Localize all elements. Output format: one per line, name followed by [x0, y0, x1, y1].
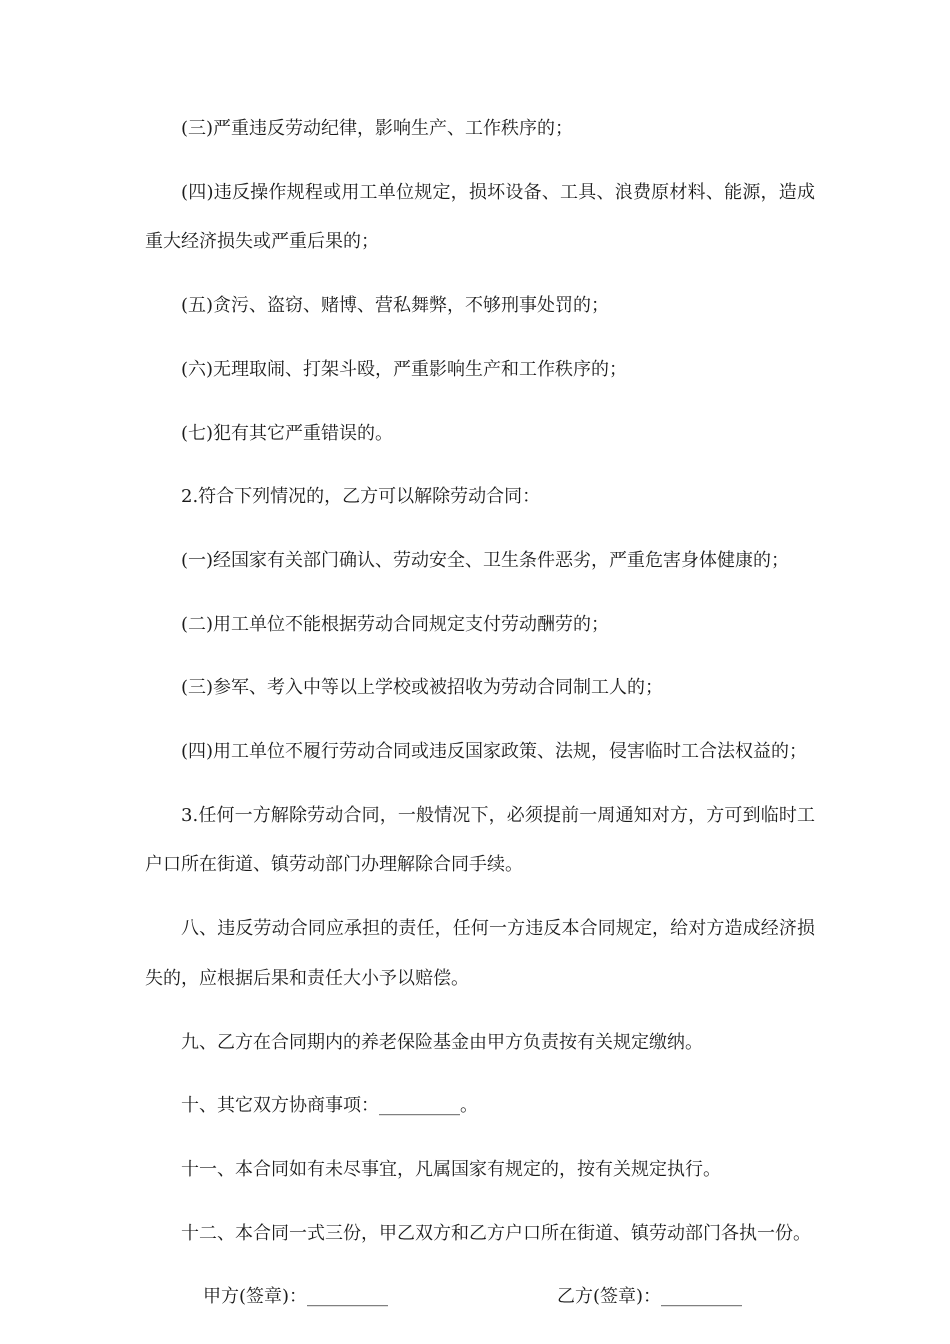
- paragraph: 十、其它双方协商事项：_________。: [181, 1095, 478, 1117]
- paragraph: 九、乙方在合同期内的养老保险基金由甲方负责按有关规定缴纳。: [181, 1031, 703, 1053]
- paragraph: 2.符合下列情况的，乙方可以解除劳动合同：: [181, 486, 541, 508]
- party-a-signature: 甲方(签章)：_________: [203, 1286, 389, 1308]
- signature-row: [145, 1272, 815, 1322]
- paragraph: (七)犯有其它严重错误的。: [181, 422, 394, 444]
- paragraph: (四)用工单位不履行劳动合同或违反国家政策、法规，侵害临时工合法权益的；: [181, 741, 808, 763]
- paragraph: 八、违反劳动合同应承担的责任，任何一方违反本合同规定，给对方造成经济损失的，应根据后果和责任大小予以赔偿。: [145, 918, 815, 989]
- contract-body: [145, 104, 815, 1322]
- paragraph: (三)参军、考入中等以上学校或被招收为劳动合同制工人的；: [181, 677, 664, 699]
- paragraph: (五)贪污、盗窃、赌博、营私舞弊，不够刑事处罚的；: [181, 295, 610, 317]
- paragraph: 十一、本合同如有未尽事宜，凡属国家有规定的，按有关规定执行。: [181, 1158, 721, 1180]
- paragraph: (三)严重违反劳动纪律，影响生产、工作秩序的；: [181, 118, 574, 139]
- paragraph: 3.任何一方解除劳动合同，一般情况下，必须提前一周通知对方，方可到临时工户口所在街道、镇劳动部门办理解除合同手续。: [145, 804, 815, 876]
- paragraph: (二)用工单位不能根据劳动合同规定支付劳动酬劳的；: [181, 613, 610, 635]
- paragraph: (一)经国家有关部门确认、劳动安全、卫生条件恶劣，严重危害身体健康的；: [181, 549, 790, 571]
- paragraph: (六)无理取闹、打架斗殴，严重影响生产和工作秩序的；: [181, 358, 628, 380]
- party-b-signature: 乙方(签章)：_________: [557, 1286, 743, 1308]
- paragraph: (四)违反操作规程或用工单位规定，损坏设备、工具、浪费原材料、能源，造成重大经济损失或严重后果的；: [145, 181, 815, 253]
- paragraph: 十二、本合同一式三份，甲乙双方和乙方户口所在街道、镇劳动部门各执一份。: [181, 1222, 811, 1244]
